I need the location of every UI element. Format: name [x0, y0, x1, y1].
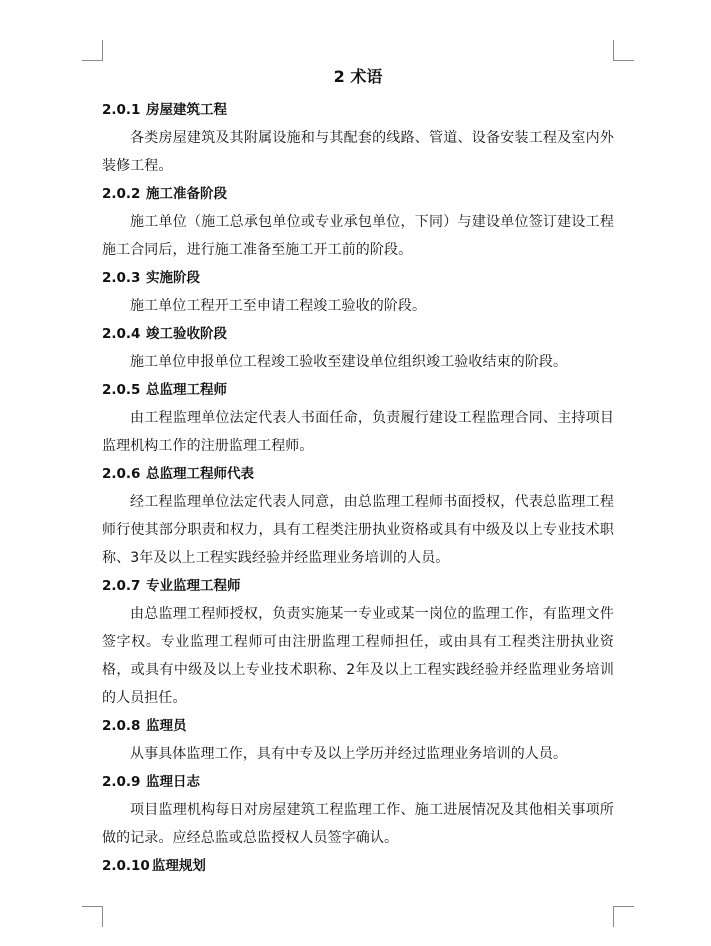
term-name: 监理规划 [151, 858, 206, 874]
term-heading [102, 768, 614, 796]
term-name: 总监理工程师代表 [146, 466, 254, 482]
term-heading [102, 852, 614, 880]
term-number: 2.0.9 [102, 774, 141, 790]
term-entry [102, 572, 614, 712]
term-definition: 项目监理机构每日对房屋建筑工程监理工作、施工进展情况及其他相关事项所做的记录。应经总监或总监授权人员签字确认。 [102, 802, 614, 846]
term-heading [102, 376, 614, 404]
term-definition: 施工单位申报单位工程竣工验收至建设单位组织竣工验收结束的阶段。 [130, 354, 568, 370]
term-name: 实施阶段 [146, 270, 200, 286]
term-heading [102, 712, 614, 740]
term-definition: 各类房屋建筑及其附属设施和与其配套的线路、管道、设备安装工程及室内外装修工程。 [102, 130, 614, 174]
term-name: 房屋建筑工程 [146, 102, 227, 118]
term-heading [102, 264, 614, 292]
term-entry [102, 852, 614, 880]
crop-mark-top-left [82, 40, 103, 61]
term-number: 2.0.7 [102, 578, 141, 594]
term-name: 监理日志 [146, 774, 200, 790]
term-heading [102, 320, 614, 348]
term-definition: 由总监理工程师授权，负责实施某一专业或某一岗位的监理工作，有监理文件签字权。专业监理工程师可由注册监理工程师担任，或由具有工程类注册执业资格，或具有中级及以上专业技术职称、2年及以上工程实践经验并经监理业务培训的人员担任。 [102, 606, 614, 706]
term-definition: 经工程监理单位法定代表人同意，由总监理工程师书面授权，代表总监理工程师行使其部分职责和权力，具有工程类注册执业资格或具有中级及以上专业技术职称、3年及以上工程实践经验并经监理业务培训的人员。 [102, 494, 614, 566]
term-name: 监理员 [146, 718, 187, 734]
term-number: 2.0.4 [102, 326, 141, 342]
term-heading [102, 96, 614, 124]
term-number: 2.0.10 [102, 858, 150, 874]
term-number: 2.0.1 [102, 102, 141, 118]
term-entry [102, 460, 614, 572]
section-title: 2 术语 [333, 67, 383, 86]
term-number: 2.0.3 [102, 270, 141, 286]
term-definition: 施工单位工程开工至申请工程竣工验收的阶段。 [130, 298, 427, 314]
term-number: 2.0.5 [102, 382, 141, 398]
term-definition: 从事具体监理工作，具有中专及以上学历并经过监理业务培训的人员。 [130, 746, 568, 762]
term-heading [102, 572, 614, 600]
term-entry [102, 264, 614, 320]
term-definition: 由工程监理单位法定代表人书面任命，负责履行建设工程监理合同、主持项目监理机构工作的注册监理工程师。 [102, 410, 614, 454]
term-entry [102, 96, 614, 180]
term-heading [102, 460, 614, 488]
crop-mark-top-right [613, 40, 634, 61]
crop-mark-bottom-left [82, 906, 103, 927]
crop-mark-bottom-right [613, 906, 634, 927]
term-name: 总监理工程师 [146, 382, 227, 398]
term-entry [102, 712, 614, 768]
term-name: 施工准备阶段 [146, 186, 227, 202]
term-number: 2.0.2 [102, 186, 141, 202]
term-entry [102, 768, 614, 852]
term-entry [102, 320, 614, 376]
term-heading [102, 180, 614, 208]
term-number: 2.0.8 [102, 718, 141, 734]
term-definition: 施工单位（施工总承包单位或专业承包单位，下同）与建设单位签订建设工程施工合同后，进行施工准备至施工开工前的阶段。 [102, 214, 614, 258]
term-entry [102, 376, 614, 460]
term-number: 2.0.6 [102, 466, 141, 482]
term-entry [102, 180, 614, 264]
term-name: 竣工验收阶段 [146, 326, 227, 342]
term-name: 专业监理工程师 [146, 578, 241, 594]
page-content [102, 62, 614, 880]
